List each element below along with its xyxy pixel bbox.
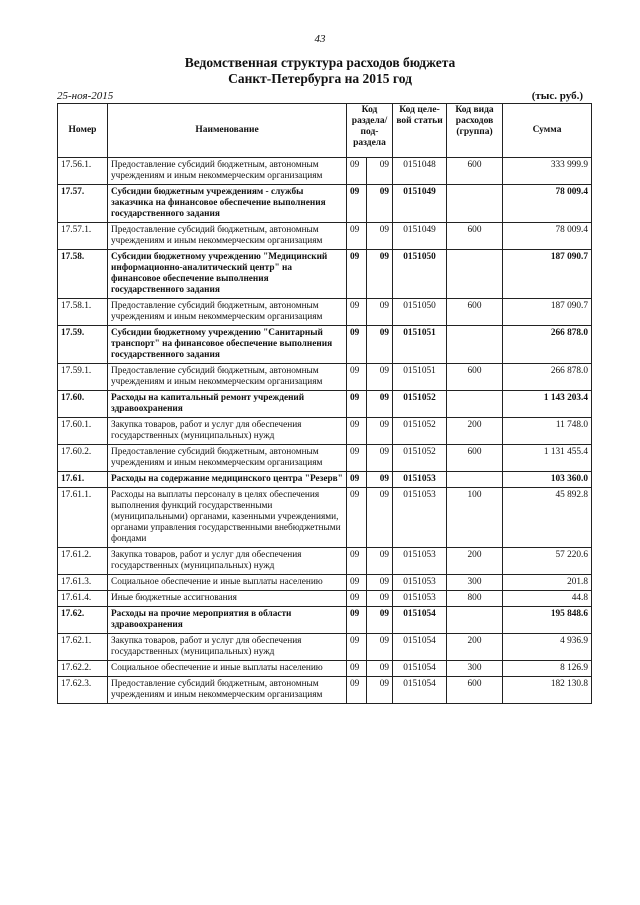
row-name: Расходы на выплаты персоналу в целях обеспечения выполнения функций государственными (муниципальными) органами, казенными учреждениями, органами управления государственными внебюджетными фондами — [108, 488, 347, 548]
row-target-code: 0151051 — [393, 364, 447, 391]
table-row — [58, 607, 592, 634]
row-number: 17.57.1. — [58, 223, 108, 250]
row-sum: 201.8 — [503, 575, 592, 591]
row-section-code: 09 — [347, 223, 367, 250]
row-name: Иные бюджетные ассигнования — [108, 591, 347, 607]
row-target-code: 0151052 — [393, 445, 447, 472]
row-target-code: 0151052 — [393, 418, 447, 445]
row-name: Субсидии бюджетному учреждению "Санитарный транспорт" на финансовое обеспечение выполнения государственного задания — [108, 326, 347, 364]
header-number: Номер — [58, 104, 108, 158]
row-name: Предоставление субсидий бюджетным, автономным учреждениям и иным некоммерческим организациям — [108, 364, 347, 391]
row-section-code: 09 — [347, 634, 367, 661]
row-section-code: 09 — [347, 677, 367, 704]
table-row — [58, 634, 592, 661]
table-row — [58, 364, 592, 391]
row-sum: 333 999.9 — [503, 158, 592, 185]
row-number: 17.62.2. — [58, 661, 108, 677]
row-sum: 182 130.8 — [503, 677, 592, 704]
row-subsection-code: 09 — [367, 472, 393, 488]
row-target-code: 0151054 — [393, 634, 447, 661]
row-kind-code: 600 — [447, 158, 503, 185]
document-date: 25-ноя-2015 — [57, 90, 114, 102]
row-section-code: 09 — [347, 391, 367, 418]
row-subsection-code: 09 — [367, 634, 393, 661]
row-sum: 266 878.0 — [503, 326, 592, 364]
row-subsection-code: 09 — [367, 445, 393, 472]
row-subsection-code: 09 — [367, 488, 393, 548]
row-subsection-code: 09 — [367, 575, 393, 591]
page-number: 43 — [314, 33, 326, 45]
row-number: 17.62.3. — [58, 677, 108, 704]
row-name: Субсидии бюджетному учреждению "Медицинский информационно-аналитический центр" на финансовое обеспечение выполнения государственного задания — [108, 250, 347, 299]
row-number: 17.61.1. — [58, 488, 108, 548]
row-name: Предоставление субсидий бюджетным, автономным учреждениям и иным некоммерческим организациям — [108, 223, 347, 250]
row-sum: 266 878.0 — [503, 364, 592, 391]
row-subsection-code: 09 — [367, 299, 393, 326]
row-subsection-code: 09 — [367, 185, 393, 223]
row-kind-code: 800 — [447, 591, 503, 607]
row-subsection-code: 09 — [367, 607, 393, 634]
row-section-code: 09 — [347, 575, 367, 591]
table-row — [58, 661, 592, 677]
table-row — [58, 250, 592, 299]
row-number: 17.58. — [58, 250, 108, 299]
table-row — [58, 418, 592, 445]
row-subsection-code: 09 — [367, 661, 393, 677]
row-kind-code — [447, 391, 503, 418]
table-row — [58, 391, 592, 418]
row-kind-code: 600 — [447, 223, 503, 250]
row-number: 17.60. — [58, 391, 108, 418]
row-name: Предоставление субсидий бюджетным, автономным учреждениям и иным некоммерческим организациям — [108, 445, 347, 472]
row-name: Социальное обеспечение и иные выплаты населению — [108, 661, 347, 677]
row-number: 17.61.2. — [58, 548, 108, 575]
header-section-code: Код раздела/ под- раздела — [347, 104, 393, 158]
row-sum: 45 892.8 — [503, 488, 592, 548]
row-kind-code: 100 — [447, 488, 503, 548]
table-row — [58, 472, 592, 488]
row-section-code: 09 — [347, 364, 367, 391]
row-sum: 78 009.4 — [503, 223, 592, 250]
row-sum: 57 220.6 — [503, 548, 592, 575]
row-subsection-code: 09 — [367, 250, 393, 299]
budget-table — [57, 103, 592, 704]
row-target-code: 0151053 — [393, 591, 447, 607]
row-subsection-code: 09 — [367, 223, 393, 250]
title-line-2: Санкт-Петербурга на 2015 год — [228, 71, 412, 86]
row-sum: 187 090.7 — [503, 250, 592, 299]
table-row — [58, 591, 592, 607]
row-target-code: 0151050 — [393, 299, 447, 326]
row-kind-code: 200 — [447, 634, 503, 661]
row-sum: 8 126.9 — [503, 661, 592, 677]
row-section-code: 09 — [347, 158, 367, 185]
row-number: 17.59.1. — [58, 364, 108, 391]
row-target-code: 0151053 — [393, 488, 447, 548]
row-section-code: 09 — [347, 472, 367, 488]
row-number: 17.61. — [58, 472, 108, 488]
row-name: Расходы на капитальный ремонт учреждений здравоохранения — [108, 391, 347, 418]
row-section-code: 09 — [347, 185, 367, 223]
row-number: 17.62.1. — [58, 634, 108, 661]
row-kind-code: 300 — [447, 661, 503, 677]
row-section-code: 09 — [347, 548, 367, 575]
table-row — [58, 575, 592, 591]
row-target-code: 0151050 — [393, 250, 447, 299]
row-name: Предоставление субсидий бюджетным, автономным учреждениям и иным некоммерческим организациям — [108, 677, 347, 704]
table-row — [58, 299, 592, 326]
row-kind-code: 600 — [447, 445, 503, 472]
row-kind-code — [447, 472, 503, 488]
units-label: (тыс. руб.) — [531, 90, 583, 102]
table-row — [58, 488, 592, 548]
row-section-code: 09 — [347, 418, 367, 445]
row-target-code: 0151053 — [393, 472, 447, 488]
row-kind-code: 600 — [447, 677, 503, 704]
row-number: 17.58.1. — [58, 299, 108, 326]
row-target-code: 0151054 — [393, 661, 447, 677]
row-target-code: 0151054 — [393, 677, 447, 704]
row-sum: 78 009.4 — [503, 185, 592, 223]
row-kind-code: 600 — [447, 299, 503, 326]
row-subsection-code: 09 — [367, 158, 393, 185]
row-sum: 4 936.9 — [503, 634, 592, 661]
row-name: Закупка товаров, работ и услуг для обеспечения государственных (муниципальных) нужд — [108, 418, 347, 445]
row-target-code: 0151049 — [393, 185, 447, 223]
row-section-code: 09 — [347, 326, 367, 364]
row-subsection-code: 09 — [367, 326, 393, 364]
row-kind-code — [447, 607, 503, 634]
table-row — [58, 158, 592, 185]
row-name: Закупка товаров, работ и услуг для обеспечения государственных (муниципальных) нужд — [108, 634, 347, 661]
row-subsection-code: 09 — [367, 364, 393, 391]
row-section-code: 09 — [347, 607, 367, 634]
row-target-code: 0151052 — [393, 391, 447, 418]
row-name: Расходы на прочие мероприятия в области здравоохранения — [108, 607, 347, 634]
row-section-code: 09 — [347, 488, 367, 548]
row-section-code: 09 — [347, 299, 367, 326]
header-sum: Сумма — [503, 104, 592, 158]
row-subsection-code: 09 — [367, 677, 393, 704]
row-kind-code — [447, 250, 503, 299]
table-row — [58, 677, 592, 704]
row-sum: 1 143 203.4 — [503, 391, 592, 418]
row-section-code: 09 — [347, 591, 367, 607]
row-subsection-code: 09 — [367, 591, 393, 607]
row-sum: 1 131 455.4 — [503, 445, 592, 472]
row-number: 17.57. — [58, 185, 108, 223]
table-row — [58, 548, 592, 575]
row-target-code: 0151054 — [393, 607, 447, 634]
row-kind-code: 600 — [447, 364, 503, 391]
row-name: Закупка товаров, работ и услуг для обеспечения государственных (муниципальных) нужд — [108, 548, 347, 575]
table-row — [58, 185, 592, 223]
row-number: 17.59. — [58, 326, 108, 364]
row-number: 17.61.3. — [58, 575, 108, 591]
row-target-code: 0151048 — [393, 158, 447, 185]
row-number: 17.61.4. — [58, 591, 108, 607]
row-section-code: 09 — [347, 445, 367, 472]
row-sum: 103 360.0 — [503, 472, 592, 488]
header-kind-code: Код вида расходов (группа) — [447, 104, 503, 158]
row-sum: 44.8 — [503, 591, 592, 607]
row-sum: 187 090.7 — [503, 299, 592, 326]
table-row — [58, 223, 592, 250]
row-kind-code — [447, 185, 503, 223]
table-header-row — [58, 104, 592, 158]
row-number: 17.60.1. — [58, 418, 108, 445]
title-line-1: Ведомственная структура расходов бюджета — [184, 55, 456, 70]
row-subsection-code: 09 — [367, 391, 393, 418]
document-title — [0, 55, 640, 87]
table-row — [58, 326, 592, 364]
row-sum: 195 848.6 — [503, 607, 592, 634]
row-target-code: 0151051 — [393, 326, 447, 364]
row-number: 17.60.2. — [58, 445, 108, 472]
row-subsection-code: 09 — [367, 548, 393, 575]
row-kind-code — [447, 326, 503, 364]
row-name: Социальное обеспечение и иные выплаты населению — [108, 575, 347, 591]
row-target-code: 0151053 — [393, 548, 447, 575]
row-kind-code: 200 — [447, 418, 503, 445]
row-name: Субсидии бюджетным учреждениям - службы заказчика на финансовое обеспечение выполнения государственного задания — [108, 185, 347, 223]
row-number: 17.62. — [58, 607, 108, 634]
header-name: Наименование — [108, 104, 347, 158]
table-row — [58, 445, 592, 472]
row-name: Расходы на содержание медицинского центра "Резерв" — [108, 472, 347, 488]
row-number: 17.56.1. — [58, 158, 108, 185]
row-section-code: 09 — [347, 250, 367, 299]
row-name: Предоставление субсидий бюджетным, автономным учреждениям и иным некоммерческим организациям — [108, 158, 347, 185]
row-target-code: 0151049 — [393, 223, 447, 250]
row-section-code: 09 — [347, 661, 367, 677]
row-sum: 11 748.0 — [503, 418, 592, 445]
header-target-code: Код целе- вой статьи — [393, 104, 447, 158]
row-target-code: 0151053 — [393, 575, 447, 591]
row-kind-code: 200 — [447, 548, 503, 575]
row-kind-code: 300 — [447, 575, 503, 591]
row-subsection-code: 09 — [367, 418, 393, 445]
row-name: Предоставление субсидий бюджетным, автономным учреждениям и иным некоммерческим организациям — [108, 299, 347, 326]
